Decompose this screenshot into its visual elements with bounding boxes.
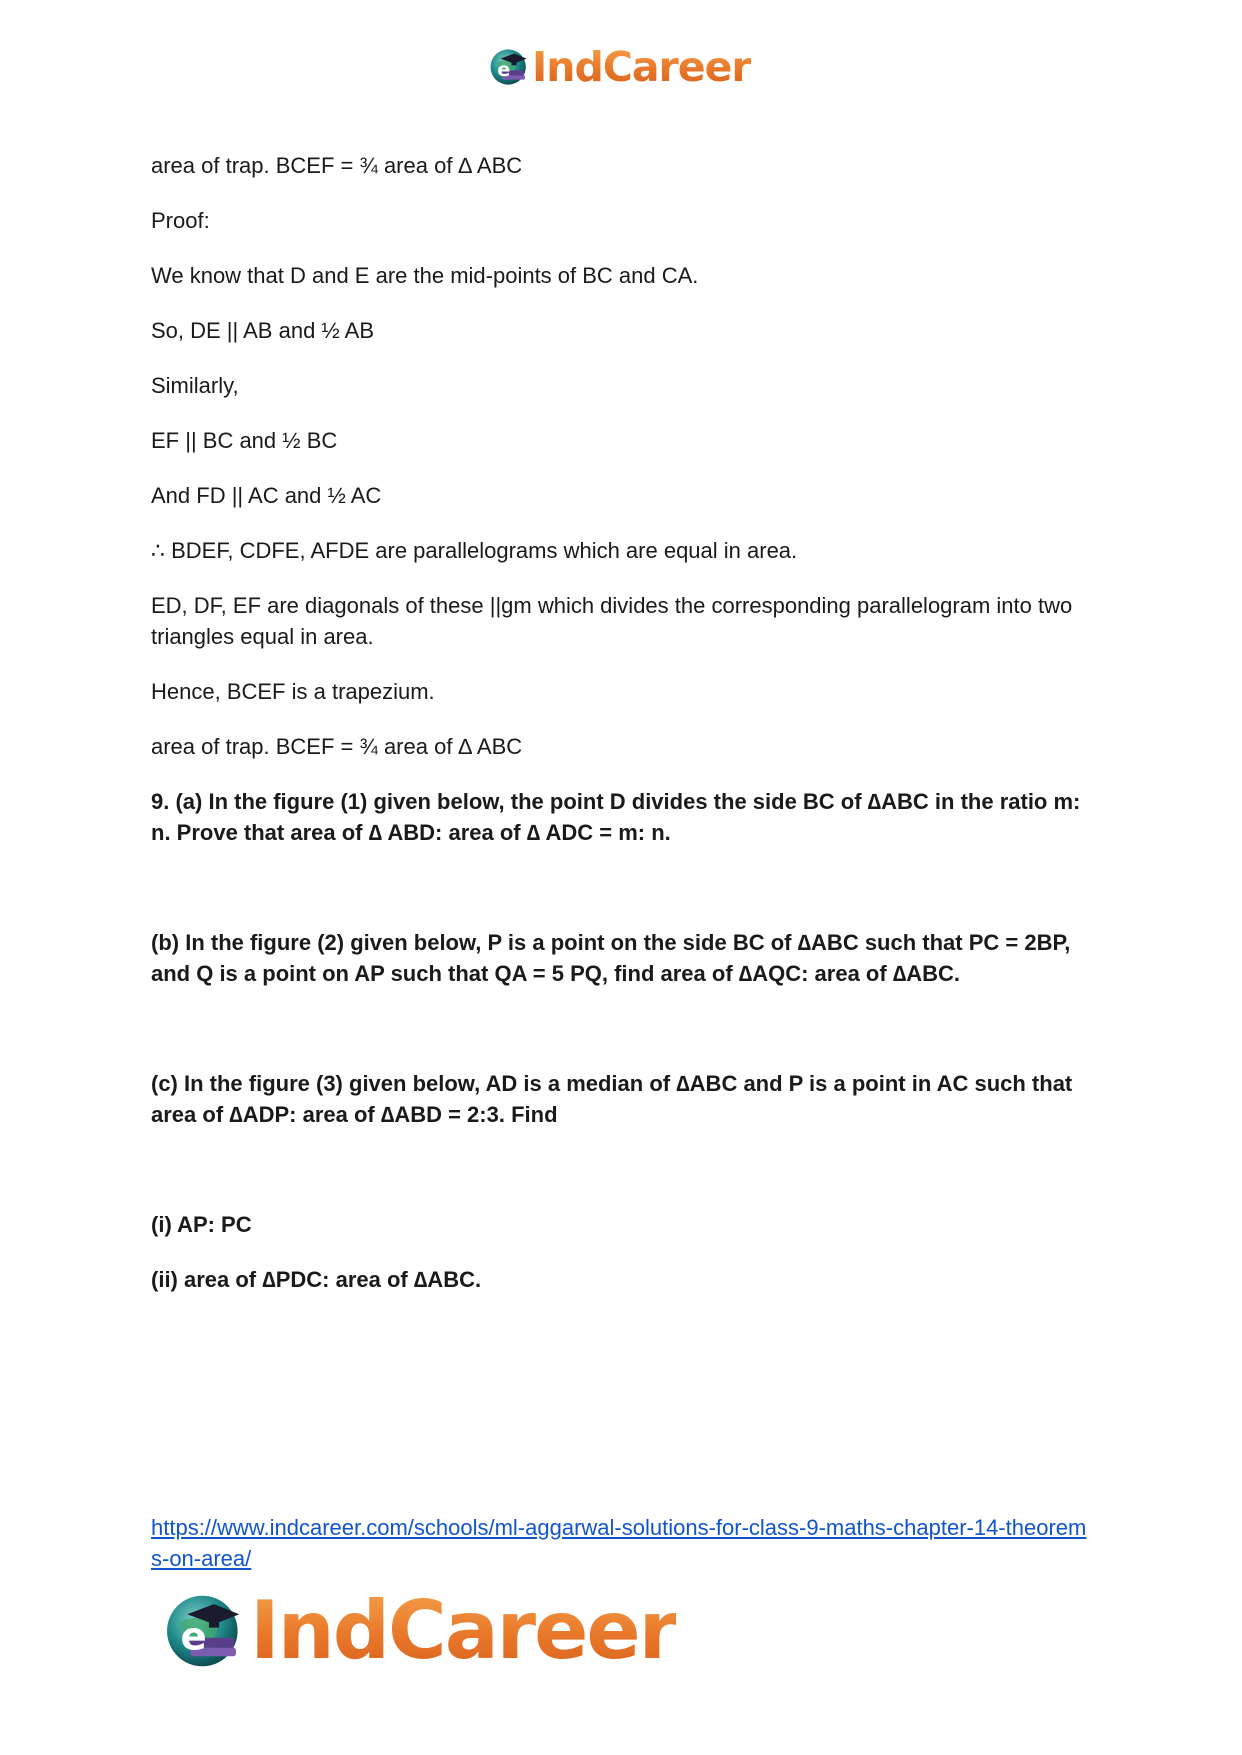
header-logo: [488, 44, 751, 90]
paragraph: ∴ BDEF, CDFE, AFDE are parallelograms which are equal in area.: [151, 538, 798, 563]
paragraph: area of trap. BCEF = ¾ area of ∆ ABC: [151, 734, 523, 759]
svg-text:e: e: [180, 1614, 207, 1660]
paragraph: EF || BC and ½ BC: [151, 428, 338, 453]
question-9b: (b) In the figure (2) given below, P is a point on the side BC of ∆ABC such that PC = 2BP, and Q is a point on AP such that QA = 5 PQ, find area of ∆AQC: area of ∆ABC.: [151, 930, 1071, 986]
globe-book-logo-icon: [162, 1589, 246, 1673]
paragraph: area of trap. BCEF = ¾ area of ∆ ABC: [151, 153, 523, 178]
question-9c: (c) In the figure (3) given below, AD is a median of ∆ABC and P is a point in AC such that area of ∆ADP: area of ∆ABD = 2:3. Find: [151, 1071, 1073, 1127]
source-link[interactable]: https://www.indcareer.com/schools/ml-aggarwal-solutions-for-class-9-maths-chapter-14-theorems-on-area/: [151, 1515, 1087, 1571]
paragraph: So, DE || AB and ½ AB: [151, 318, 375, 343]
globe-book-logo-icon: [488, 46, 530, 88]
question-9c-ii: (ii) area of ∆PDC: area of ∆ABC.: [151, 1267, 482, 1292]
question-9a: 9. (a) In the figure (1) given below, the point D divides the side BC of ∆ABC in the ratio m: n. Prove that area of ∆ ABD: area of ∆ ADC = m: n.: [151, 789, 1081, 845]
question-9c-i: (i) AP: PC: [151, 1212, 252, 1237]
logo-wordmark: IndCareer: [532, 43, 751, 91]
footer-logo: [162, 1586, 676, 1676]
svg-text:e: e: [497, 58, 511, 82]
paragraph: Similarly,: [151, 373, 239, 398]
paragraph: Hence, BCEF is a trapezium.: [151, 679, 435, 704]
paragraph: We know that D and E are the mid-points of BC and CA.: [151, 263, 699, 288]
paragraph: And FD || AC and ½ AC: [151, 483, 382, 508]
logo-wordmark: IndCareer: [250, 1584, 677, 1677]
paragraph: ED, DF, EF are diagonals of these ||gm which divides the corresponding parallelogram into two triangles equal in area.: [151, 593, 1073, 649]
proof-heading: Proof:: [151, 208, 210, 233]
document-body: [151, 150, 1091, 1319]
